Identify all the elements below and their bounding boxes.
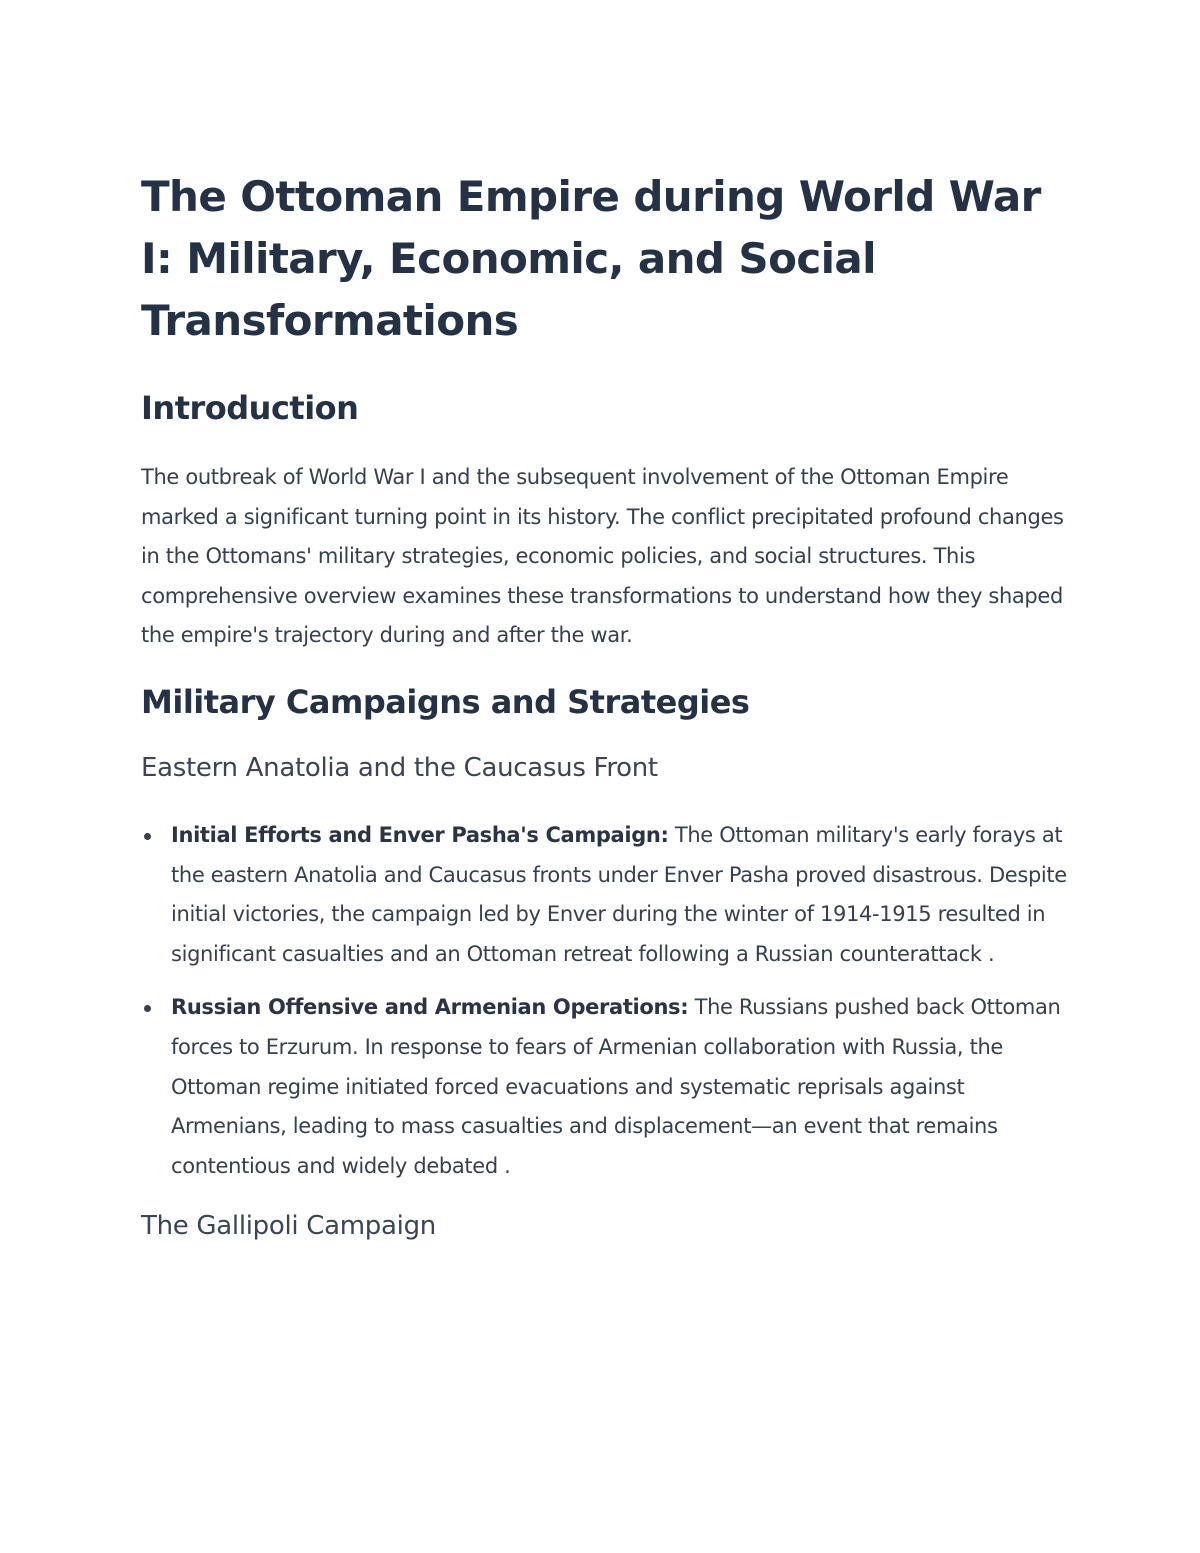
list-item-term: Russian Offensive and Armenian Operations: [171,995,689,1020]
list-item-text: The Russians pushed back Ottoman forces to Erzurum. In response to fears of Armenian collaboration with Russia, the Ottoman regime initiated forced evacuations and systematic reprisals against Armenians, leading to mass casualties and displacement—an event that remains contentious and widely debated . [171,995,1061,1178]
subsection-heading-eastern-front: Eastern Anatolia and the Caucasus Front [141,752,658,783]
subsection-heading-gallipoli: The Gallipoli Campaign [141,1211,436,1242]
list-item [141,988,1071,1186]
bullet-icon [144,1005,151,1012]
section-heading-military: Military Campaigns and Strategies [141,682,750,721]
list-item-text: The Ottoman military's early forays at the eastern Anatolia and Caucasus fronts under Enver Pasha proved disastrous. Despite initial victories, the campaign led by Enver during the winter of 1914-1915 resulted in significant casualties and an Ottoman retreat following a Russian counterattack . [171,822,1067,966]
bullet-icon [144,833,151,840]
introduction-paragraph: The outbreak of World War I and the subsequent involvement of the Ottoman Empire marked a significant turning point in its history. The conflict precipitated profound changes in the Ottomans' military strategies, economic policies, and social structures. This comprehensive overview examines these transformations to understand how they shaped the empire's trajectory during and after the war. [141,465,1064,648]
document-title: The Ottoman Empire during World War I: Military, Economic, and Social Transformations [141,172,1041,345]
document-page [141,166,1071,1244]
list-item-term: Initial Efforts and Enver Pasha's Campaign: [171,822,669,847]
list-item [141,816,1071,974]
section-heading-introduction: Introduction [141,389,359,427]
eastern-front-list [141,816,1071,1186]
